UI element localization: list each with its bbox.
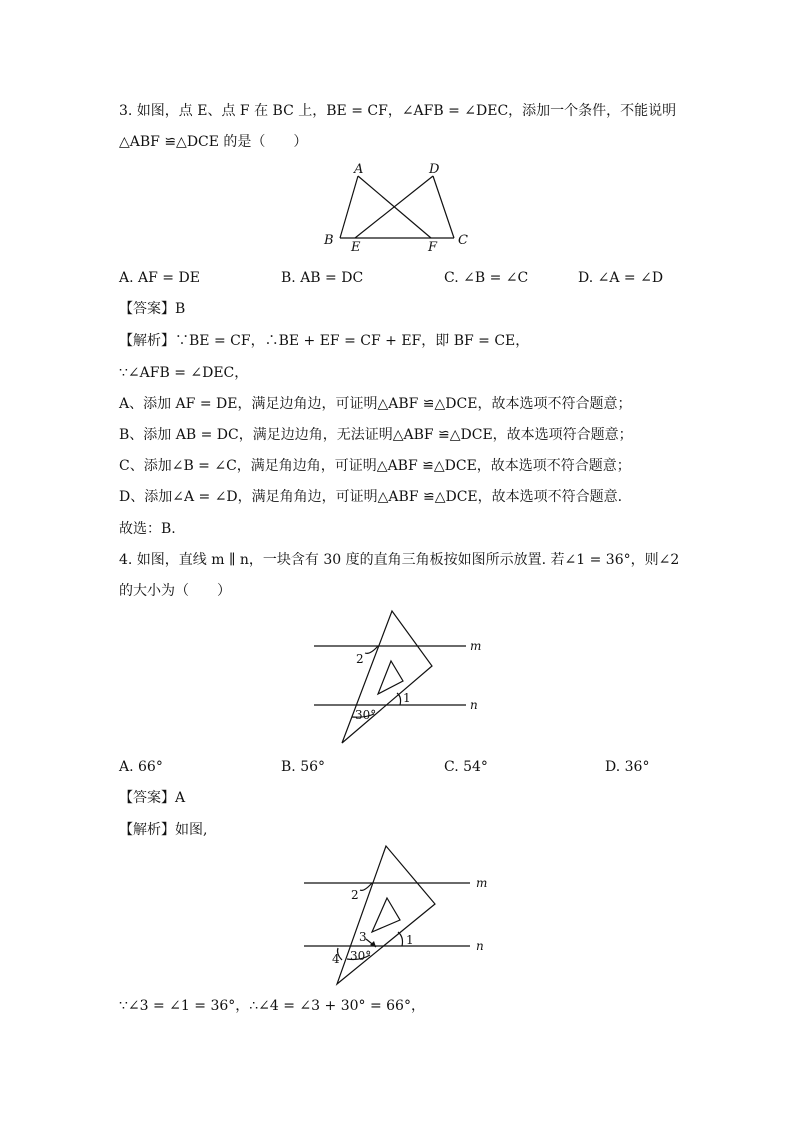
triangle-ruler-hole [378, 661, 403, 694]
triangle-ruler [342, 611, 432, 743]
q3-analysis-line: D、添加∠A = ∠D，满足角角边，可证明△ABF ≌△DCE，故本选项不符合题意. [119, 489, 623, 505]
label-n: n [476, 939, 484, 953]
q3-option-a: A. AF = DE [119, 270, 200, 286]
q3-analysis-line: 【解析】∵BE = CF，∴BE + EF = CF + EF，即 BF = CE， [119, 333, 530, 349]
label-1: 1 [406, 933, 414, 947]
label-m: m [470, 639, 482, 653]
q4-stem-line2: 的大小为（ ） [119, 583, 231, 599]
label-A: A [354, 162, 364, 177]
label-D: D [429, 162, 440, 177]
label-F: F [428, 240, 438, 252]
q3-option-b: B. AB = DC [281, 270, 364, 286]
segment-AB [340, 176, 358, 238]
triangle-ruler [337, 846, 435, 984]
q4-figure [300, 605, 500, 750]
label-E: E [351, 240, 361, 252]
q3-analysis-line: ∵∠AFB = ∠DEC， [119, 365, 249, 381]
q4-stem-line1: 4. 如图，直线 m ∥ n，一块含有 30 度的直角三角板按如图所示放置. 若∠1 = 36°，则∠2 [119, 552, 680, 568]
label-C: C [458, 233, 468, 248]
q3-analysis-line: B、添加 AB = DC，满足边边角，无法证明△ABF ≌△DCE，故本选项符合题意； [119, 427, 633, 443]
segment-DC [433, 176, 454, 238]
label-B: B [324, 233, 334, 248]
q3-analysis-line: 故选：B. [119, 521, 176, 537]
label-30: 30° [350, 949, 372, 963]
q3-stem-line1: 3. 如图，点 E、点 F 在 BC 上，BE = CF，∠AFB = ∠DEC，添加一个条件，不能说明 [119, 103, 677, 119]
label-n: n [470, 698, 478, 712]
q3-stem-line2: △ABF ≌△DCE 的是（ ） [119, 134, 308, 150]
segment-DE [355, 176, 433, 238]
q4-option-d: D. 36° [605, 759, 650, 775]
label-3: 3 [359, 930, 367, 944]
q4-analysis-intro: 【解析】如图, [119, 822, 208, 838]
q3-analysis-line: C、添加∠B = ∠C，满足角边角，可证明△ABF ≌△DCE，故本选项不符合题意； [119, 458, 631, 474]
q4-option-b: B. 56° [281, 759, 326, 775]
q4-option-a: A. 66° [119, 759, 163, 775]
q4-answer: 【答案】A [119, 790, 186, 806]
label-2: 2 [351, 888, 359, 902]
q3-option-d: D. ∠A = ∠D [578, 270, 664, 286]
label-1: 1 [403, 691, 411, 705]
q4-final-line: ∵∠3 = ∠1 = 36°，∴∠4 = ∠3 + 30° = 66°， [119, 998, 425, 1014]
label-30: 30° [355, 708, 377, 722]
q4-analysis-figure [290, 840, 500, 990]
q3-analysis-line: A、添加 AF = DE，满足边角边，可证明△ABF ≌△DCE，故本选项不符合题意； [119, 396, 632, 412]
triangle-ruler-hole [372, 898, 400, 932]
q3-figure [318, 160, 478, 252]
label-4: 4 [332, 952, 340, 966]
q4-option-c: C. 54° [444, 759, 488, 775]
label-2: 2 [356, 652, 364, 666]
label-m: m [476, 876, 488, 890]
q3-option-c: C. ∠B = ∠C [444, 270, 529, 286]
q3-answer: 【答案】B [119, 301, 186, 317]
